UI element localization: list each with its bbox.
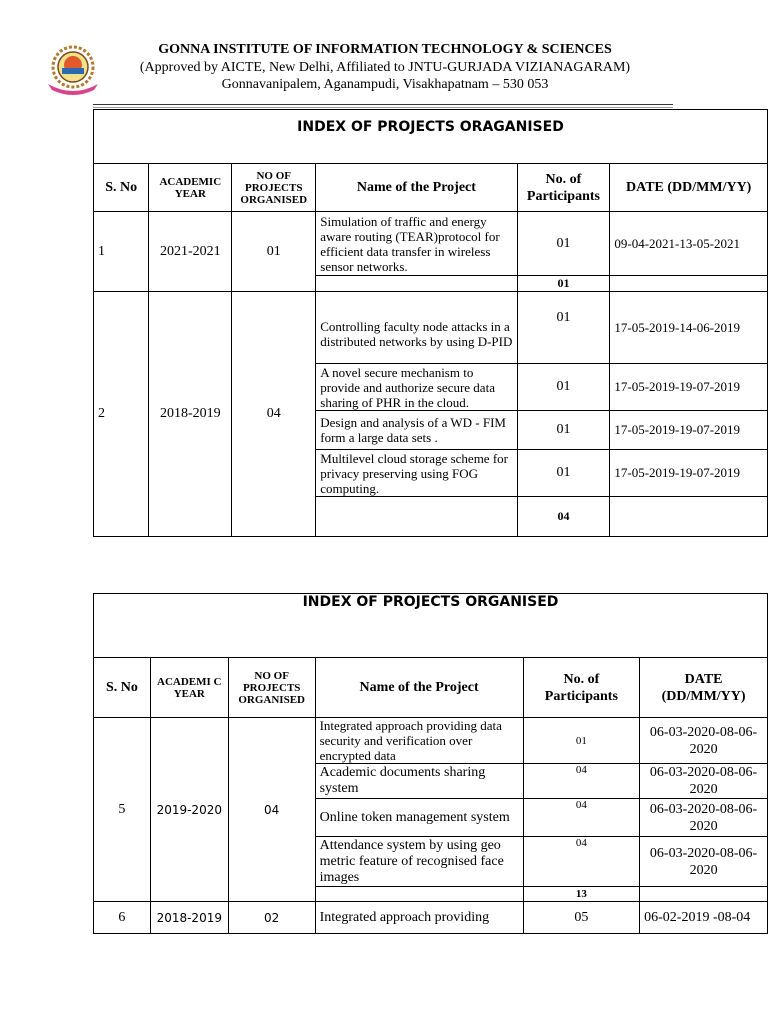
col-header-no-projects: NO OF PROJECTS ORGANISED: [232, 164, 316, 212]
sno-cell: 6: [94, 902, 151, 934]
project-name-cell: Multilevel cloud storage scheme for privacy preserving using FOG computing.: [316, 450, 517, 497]
table-row: [94, 718, 768, 764]
col-header-academic-year: ACADEMI C YEAR: [150, 658, 228, 718]
col-header-sno: S. No: [94, 658, 151, 718]
project-count-cell: 04: [228, 718, 315, 902]
empty-cell: [316, 497, 517, 537]
header-divider-secondary: [93, 107, 673, 108]
participants-cell: 04: [523, 837, 640, 887]
participants-cell: 01: [523, 718, 640, 764]
project-name-cell: Simulation of traffic and energy aware routing (TEAR)protocol for efficient data transfer in wireless sensor networks.: [316, 212, 517, 276]
institute-name: GONNA INSTITUTE OF INFORMATION TECHNOLOGY & SCIENCES: [158, 42, 612, 57]
empty-cell: [610, 497, 768, 537]
col-header-participants: No. of Participants: [517, 164, 610, 212]
participants-cell: 01: [517, 450, 610, 497]
date-cell: 06-03-2020-08-06-2020: [640, 764, 768, 799]
date-cell: 17-05-2019-19-07-2019: [610, 364, 768, 411]
participants-total-cell: 04: [517, 497, 610, 537]
col-header-sno: S. No: [94, 164, 149, 212]
project-name-cell: Controlling faculty node attacks in a distributed networks by using D-PID: [316, 292, 517, 364]
participants-cell: 04: [523, 799, 640, 837]
table-title: INDEX OF PROJECTS ORGANISED: [94, 594, 768, 658]
participants-total-cell: 01: [517, 276, 610, 292]
project-count-cell: 01: [232, 212, 316, 292]
academic-year-cell: 2018-2019: [150, 902, 228, 934]
col-header-no-projects: NO OF PROJECTS ORGANISED: [228, 658, 315, 718]
project-count-cell: 02: [228, 902, 315, 934]
date-cell: 06-03-2020-08-06-2020: [640, 837, 768, 887]
col-header-academic-year: ACADEMIC YEAR: [149, 164, 232, 212]
date-cell: 06-03-2020-08-06-2020: [640, 718, 768, 764]
date-cell: 06-03-2020-08-06-2020: [640, 799, 768, 837]
sno-cell: 1: [94, 212, 149, 292]
projects-table-2: [93, 593, 768, 934]
participants-cell: 01: [517, 292, 610, 364]
academic-year-cell: 2019-2020: [150, 718, 228, 902]
col-header-date: DATE (DD/MM/YY): [610, 164, 768, 212]
participants-cell: 01: [517, 411, 610, 450]
academic-year-cell: 2021-2021: [149, 212, 232, 292]
empty-cell: [315, 887, 523, 902]
col-header-project-name: Name of the Project: [316, 164, 517, 212]
table-row: [94, 212, 768, 276]
address-line: Gonnavanipalem, Aganampudi, Visakhapatnam – 530 053: [221, 77, 549, 92]
empty-cell: [640, 887, 768, 902]
col-header-participants: No. of Participants: [523, 658, 640, 718]
date-cell: 17-05-2019-19-07-2019: [610, 411, 768, 450]
project-name-cell: Design and analysis of a WD - FIM form a large data sets .: [316, 411, 517, 450]
date-cell: 09-04-2021-13-05-2021: [610, 212, 768, 276]
projects-table-1: [93, 109, 768, 537]
project-name-cell: Integrated approach providing: [315, 902, 523, 934]
sno-cell: 5: [94, 718, 151, 902]
date-cell: 17-05-2019-19-07-2019: [610, 450, 768, 497]
date-cell: 06-02-2019 -08-04: [640, 902, 768, 934]
table-row: [94, 902, 768, 934]
approval-line: (Approved by AICTE, New Delhi, Affiliated to JNTU-GURJADA VIZIANAGARAM): [139, 60, 631, 75]
project-name-cell: Integrated approach providing data security and verification over encrypted data: [315, 718, 523, 764]
participants-cell: 04: [523, 764, 640, 799]
header-divider: [93, 104, 673, 105]
project-name-cell: Academic documents sharing system: [315, 764, 523, 799]
project-name-cell: Online token management system: [315, 799, 523, 837]
col-header-date: DATE (DD/MM/YY): [640, 658, 768, 718]
table-title: INDEX OF PROJECTS ORAGANISED: [94, 110, 768, 164]
project-name-cell: Attendance system by using geo metric feature of recognised face images: [315, 837, 523, 887]
participants-cell: 01: [517, 212, 610, 276]
table-row: [94, 292, 768, 364]
empty-cell: [316, 276, 517, 292]
participants-total-cell: 13: [523, 887, 640, 902]
sno-cell: 2: [94, 292, 149, 537]
participants-cell: 05: [523, 902, 640, 934]
date-cell: 17-05-2019-14-06-2019: [610, 292, 768, 364]
project-name-cell: A novel secure mechanism to provide and authorize secure data sharing of PHR in the cloud.: [316, 364, 517, 411]
academic-year-cell: 2018-2019: [149, 292, 232, 537]
participants-cell: 01: [517, 364, 610, 411]
empty-cell: [610, 276, 768, 292]
col-header-project-name: Name of the Project: [315, 658, 523, 718]
project-count-cell: 04: [232, 292, 316, 537]
